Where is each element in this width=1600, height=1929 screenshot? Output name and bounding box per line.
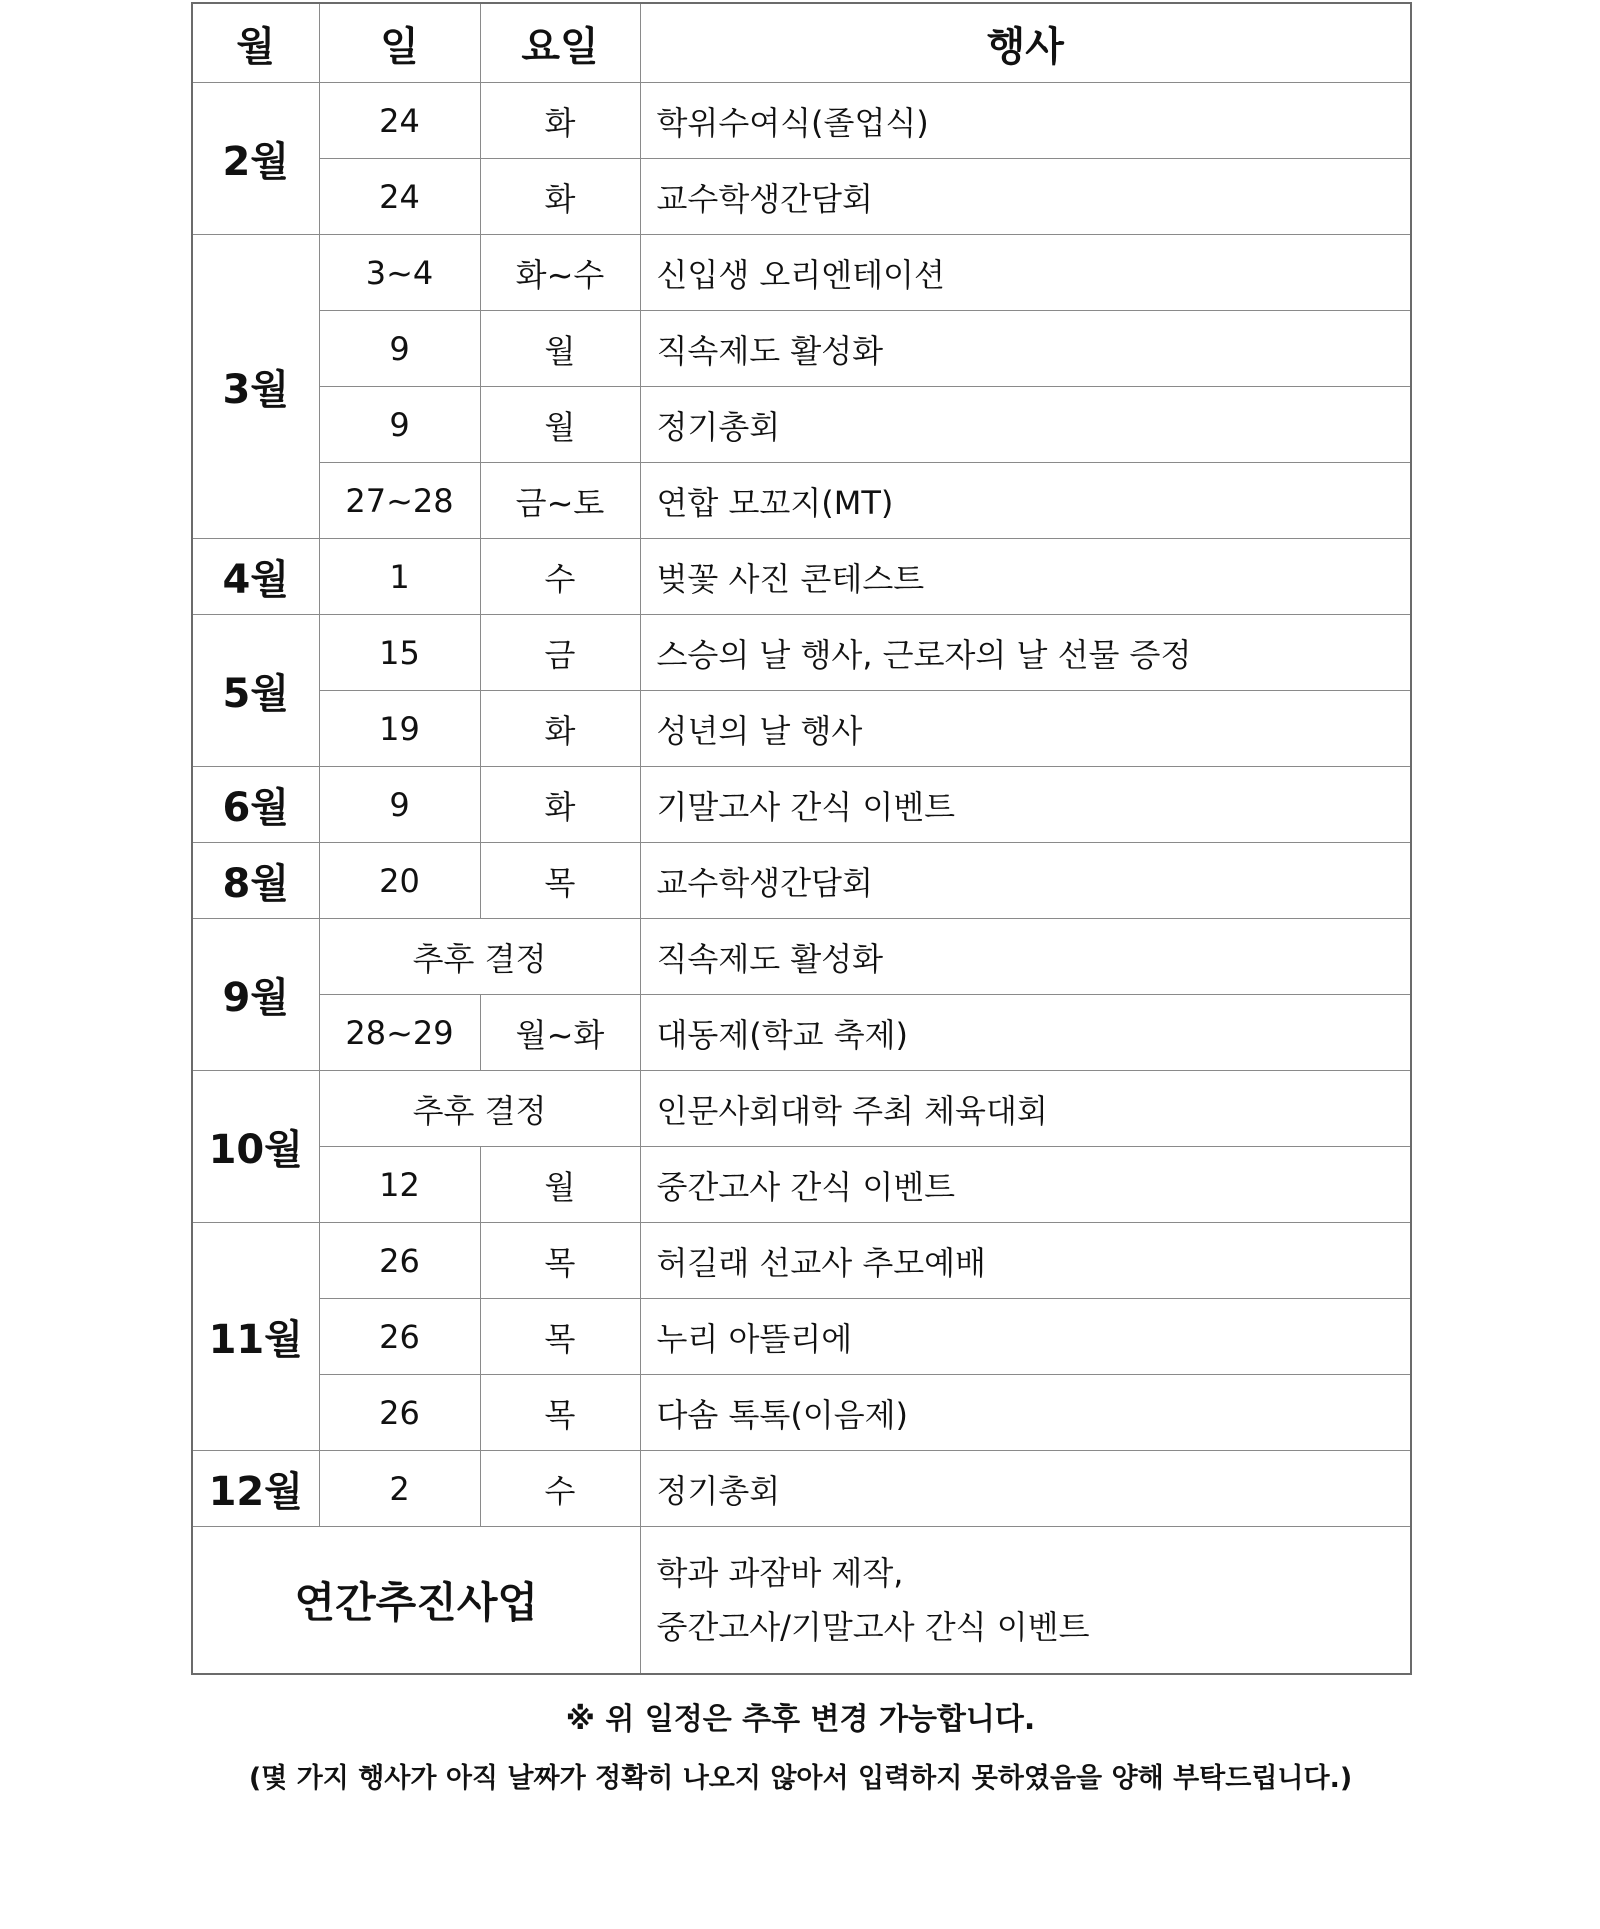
event-cell: 대동제(학교 축제): [640, 995, 1411, 1071]
month-cell: 4월: [192, 539, 319, 615]
event-cell: 직속제도 활성화: [640, 919, 1411, 995]
event-cell: 기말고사 간식 이벤트: [640, 767, 1411, 843]
month-cell: 5월: [192, 615, 319, 767]
event-cell: 교수학생간담회: [640, 843, 1411, 919]
weekday-cell: 금~토: [480, 463, 640, 539]
event-cell: 허길래 선교사 추모예배: [640, 1223, 1411, 1299]
header-event: 행사: [640, 3, 1411, 83]
table-row: [192, 387, 1411, 463]
event-cell: 정기총회: [640, 387, 1411, 463]
weekday-cell: 수: [480, 1451, 640, 1527]
weekday-cell: 목: [480, 1223, 640, 1299]
day-cell: 24: [319, 159, 480, 235]
event-cell: 성년의 날 행사: [640, 691, 1411, 767]
annual-events: [640, 1527, 1411, 1675]
table-row: [192, 919, 1411, 995]
day-cell: 12: [319, 1147, 480, 1223]
table-row: [192, 767, 1411, 843]
event-cell: 연합 모꼬지(MT): [640, 463, 1411, 539]
weekday-cell: 목: [480, 1375, 640, 1451]
table-row: [192, 615, 1411, 691]
annual-event-line: 중간고사/기말고사 간식 이벤트: [656, 1608, 1090, 1646]
weekday-cell: 화: [480, 767, 640, 843]
date-tbd-cell: 추후 결정: [319, 919, 640, 995]
table-row: [192, 311, 1411, 387]
event-cell: 정기총회: [640, 1451, 1411, 1527]
annual-label: 연간추진사업: [192, 1527, 640, 1675]
table-row: [192, 1071, 1411, 1147]
change-notice: ※ 위 일정은 추후 변경 가능합니다.: [565, 1702, 1036, 1737]
schedule-table: [191, 2, 1412, 1675]
day-cell: 26: [319, 1299, 480, 1375]
table-row: [192, 159, 1411, 235]
weekday-cell: 수: [480, 539, 640, 615]
event-cell: 중간고사 간식 이벤트: [640, 1147, 1411, 1223]
event-cell: 학위수여식(졸업식): [640, 83, 1411, 159]
day-cell: 27~28: [319, 463, 480, 539]
event-cell: 스승의 날 행사, 근로자의 날 선물 증정: [640, 615, 1411, 691]
day-cell: 3~4: [319, 235, 480, 311]
annual-event-line: 학과 과잠바 제작,: [656, 1554, 904, 1592]
weekday-cell: 화: [480, 159, 640, 235]
day-cell: 9: [319, 767, 480, 843]
weekday-cell: 화~수: [480, 235, 640, 311]
day-cell: 26: [319, 1375, 480, 1451]
table-row: [192, 539, 1411, 615]
day-cell: 2: [319, 1451, 480, 1527]
event-cell: 누리 아뜰리에: [640, 1299, 1411, 1375]
month-cell: 10월: [192, 1071, 319, 1223]
table-row: [192, 463, 1411, 539]
table-row: [192, 691, 1411, 767]
day-cell: 28~29: [319, 995, 480, 1071]
table-row: [192, 1451, 1411, 1527]
table-row: [192, 1147, 1411, 1223]
event-cell: 다솜 톡톡(이음제): [640, 1375, 1411, 1451]
event-cell: 직속제도 활성화: [640, 311, 1411, 387]
weekday-cell: 목: [480, 1299, 640, 1375]
day-cell: 15: [319, 615, 480, 691]
table-row: [192, 235, 1411, 311]
date-tbd-cell: 추후 결정: [319, 1071, 640, 1147]
event-cell: 신입생 오리엔테이션: [640, 235, 1411, 311]
weekday-cell: 목: [480, 843, 640, 919]
month-cell: 11월: [192, 1223, 319, 1451]
table-row: [192, 995, 1411, 1071]
header-weekday: 요일: [480, 3, 640, 83]
weekday-cell: 월~화: [480, 995, 640, 1071]
weekday-cell: 월: [480, 387, 640, 463]
table-row: [192, 1375, 1411, 1451]
table-row: [192, 843, 1411, 919]
event-cell: 인문사회대학 주최 체육대회: [640, 1071, 1411, 1147]
month-cell: 6월: [192, 767, 319, 843]
month-cell: 12월: [192, 1451, 319, 1527]
weekday-cell: 월: [480, 311, 640, 387]
month-cell: 2월: [192, 83, 319, 235]
day-cell: 24: [319, 83, 480, 159]
weekday-cell: 화: [480, 691, 640, 767]
day-cell: 1: [319, 539, 480, 615]
header-day: 일: [319, 3, 480, 83]
day-cell: 9: [319, 387, 480, 463]
header-month: 월: [192, 3, 319, 83]
annual-row: [192, 1527, 1411, 1675]
table-row: [192, 83, 1411, 159]
day-cell: 9: [319, 311, 480, 387]
schedule-body: [192, 83, 1411, 1527]
day-cell: 19: [319, 691, 480, 767]
apology-notice: (몇 가지 행사가 아직 날짜가 정확히 나오지 않아서 입력하지 못하였음을 양해 부탁드립니다.): [248, 1763, 1353, 1794]
month-cell: 8월: [192, 843, 319, 919]
table-row: [192, 1299, 1411, 1375]
table-row: [192, 1223, 1411, 1299]
month-cell: 3월: [192, 235, 319, 539]
event-cell: 벚꽃 사진 콘테스트: [640, 539, 1411, 615]
weekday-cell: 금: [480, 615, 640, 691]
weekday-cell: 월: [480, 1147, 640, 1223]
table-header-row: [192, 3, 1411, 83]
day-cell: 20: [319, 843, 480, 919]
month-cell: 9월: [192, 919, 319, 1071]
event-cell: 교수학생간담회: [640, 159, 1411, 235]
weekday-cell: 화: [480, 83, 640, 159]
day-cell: 26: [319, 1223, 480, 1299]
